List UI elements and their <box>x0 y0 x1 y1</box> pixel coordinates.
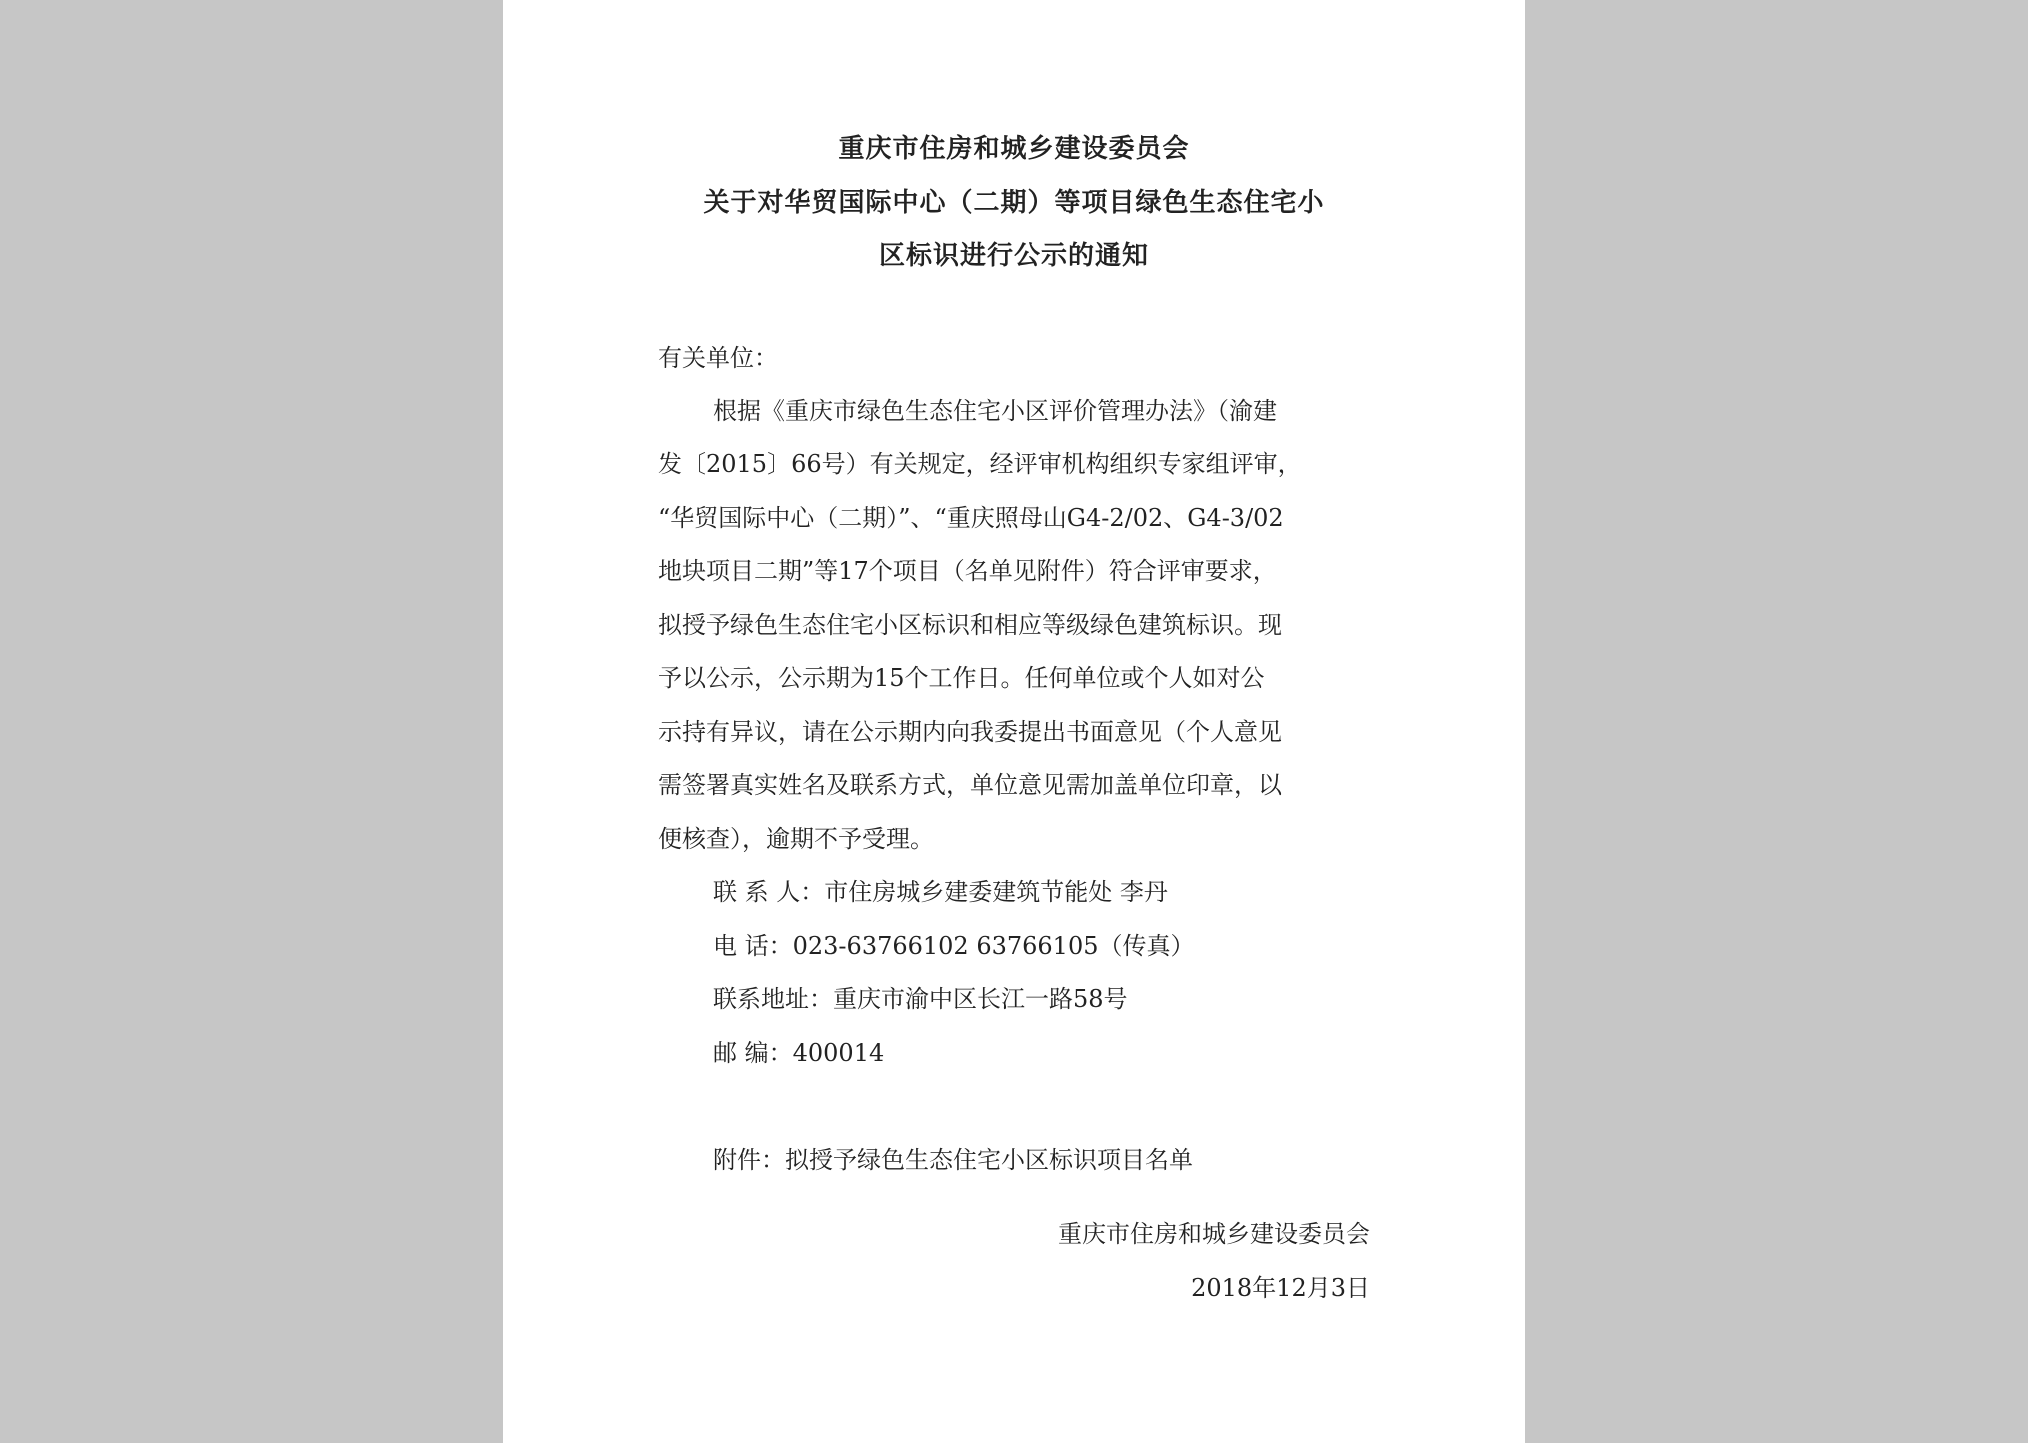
body-line-9: 便核查），逾期不予受理。 <box>658 825 934 853</box>
title-line-3: 区标识进行公示的通知 <box>878 241 1149 271</box>
contact-postcode: 邮 编：400014 <box>713 1039 885 1067</box>
body-line-3: “华贸国际中心（二期）”、“重庆照母山G4-2/02、G4-3/02 <box>658 504 1284 532</box>
body-line-6: 予以公示，公示期为15个工作日。任何单位或个人如对公 <box>658 664 1265 692</box>
body-line-5: 拟授予绿色生态住宅小区标识和相应等级绿色建筑标识。现 <box>658 611 1282 639</box>
body-line-7: 示持有异议，请在公示期内向我委提出书面意见（个人意见 <box>658 718 1282 746</box>
salutation: 有关单位： <box>658 344 778 372</box>
body-line-2: 发〔2015〕66号）有关规定，经评审机构组织专家组评审， <box>658 450 1302 478</box>
signature-org: 重庆市住房和城乡建设委员会 <box>1058 1220 1370 1248</box>
body-line-4: 地块项目二期”等17个项目（名单见附件）符合评审要求， <box>658 557 1277 585</box>
signature-date: 2018年12月3日 <box>1191 1274 1370 1302</box>
document-page <box>503 0 1525 1443</box>
title-line-2: 关于对华贸国际中心（二期）等项目绿色生态住宅小 <box>703 188 1325 218</box>
contact-phone: 电 话：023-63766102 63766105（传真） <box>713 932 1195 960</box>
body-line-8: 需签署真实姓名及联系方式，单位意见需加盖单位印章，以 <box>658 771 1282 799</box>
attachment-note: 附件：拟授予绿色生态住宅小区标识项目名单 <box>713 1146 1193 1174</box>
body-line-1: 根据《重庆市绿色生态住宅小区评价管理办法》（渝建 <box>713 397 1277 425</box>
contact-person: 联 系 人：市住房城乡建委建筑节能处 李丹 <box>713 878 1168 906</box>
contact-address: 联系地址：重庆市渝中区长江一路58号 <box>713 985 1128 1013</box>
title-line-1: 重庆市住房和城乡建设委员会 <box>838 134 1190 164</box>
